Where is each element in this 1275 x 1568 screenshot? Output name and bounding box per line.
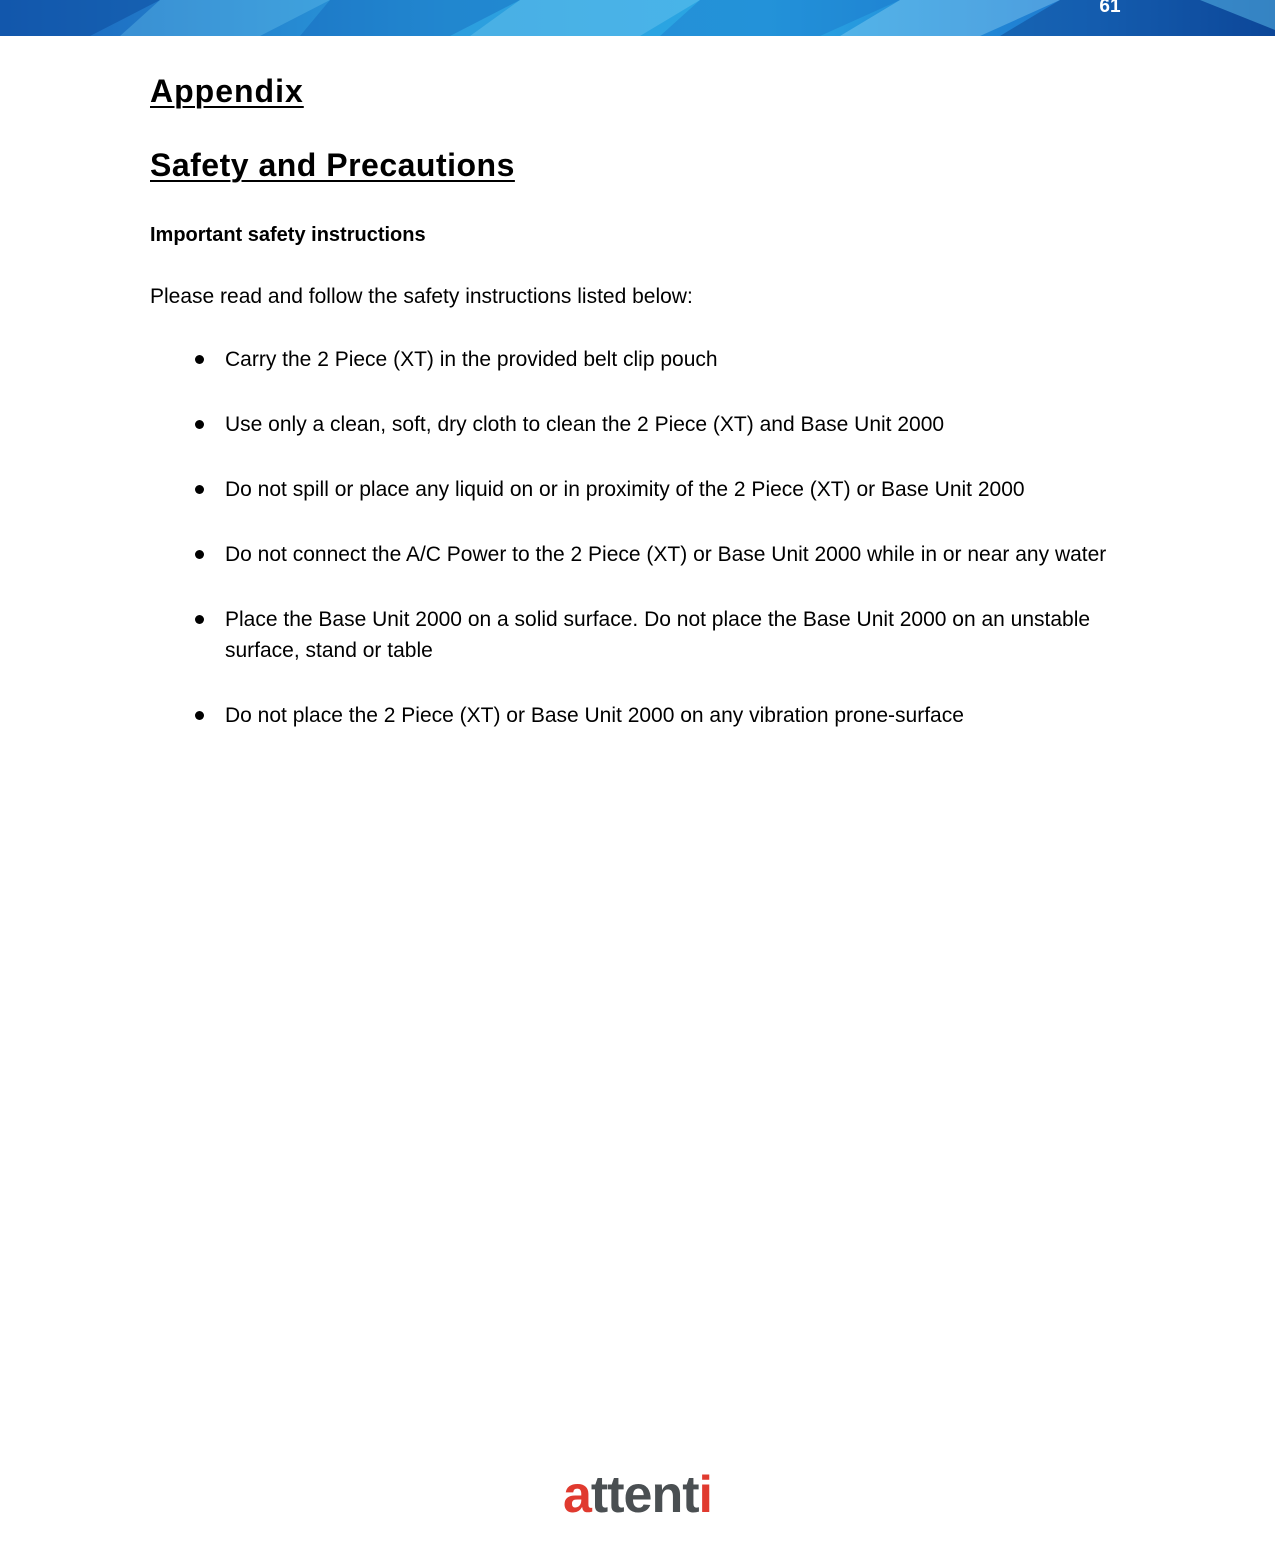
subheading: Important safety instructions <box>150 224 426 246</box>
logo-letter-i: i <box>698 1466 712 1524</box>
list-item-text: Do not place the 2 Piece (XT) or Base Unit 2000 on any vibration prone-surface <box>225 704 964 727</box>
bullet-icon <box>195 485 204 494</box>
list-item-text: Do not spill or place any liquid on or in proximity of the 2 Piece (XT) or Base Unit 2000 <box>225 478 1025 501</box>
list-item <box>150 409 1140 440</box>
list-item <box>150 604 1140 666</box>
list-item-text: Use only a clean, soft, dry cloth to clean the 2 Piece (XT) and Base Unit 2000 <box>225 413 945 436</box>
header-band <box>0 0 1275 36</box>
bullet-icon <box>195 420 204 429</box>
list-item <box>150 539 1140 570</box>
bullet-icon <box>195 615 204 624</box>
safety-list <box>150 344 1140 765</box>
logo-letters-ttent: ttent <box>590 1466 699 1524</box>
intro-text: Please read and follow the safety instructions listed below: <box>150 285 693 308</box>
list-item-text: Place the Base Unit 2000 on a solid surface. Do not place the Base Unit 2000 on an unstable surface, stand or table <box>225 608 1091 662</box>
list-item-text: Do not connect the A/C Power to the 2 Piece (XT) or Base Unit 2000 while in or near any water <box>225 543 1107 566</box>
list-item-text: Carry the 2 Piece (XT) in the provided belt clip pouch <box>225 348 718 371</box>
bullet-icon <box>195 711 204 720</box>
list-item <box>150 700 1140 731</box>
section-title: Safety and Precautions <box>150 147 515 183</box>
bullet-icon <box>195 550 204 559</box>
bullet-icon <box>195 355 204 364</box>
attenti-logo <box>0 1465 1275 1525</box>
page-number: 61 <box>1099 0 1121 17</box>
list-item <box>150 474 1140 505</box>
list-item <box>150 344 1140 375</box>
appendix-title: Appendix <box>150 73 304 109</box>
logo-letter-a: a <box>562 1466 591 1524</box>
